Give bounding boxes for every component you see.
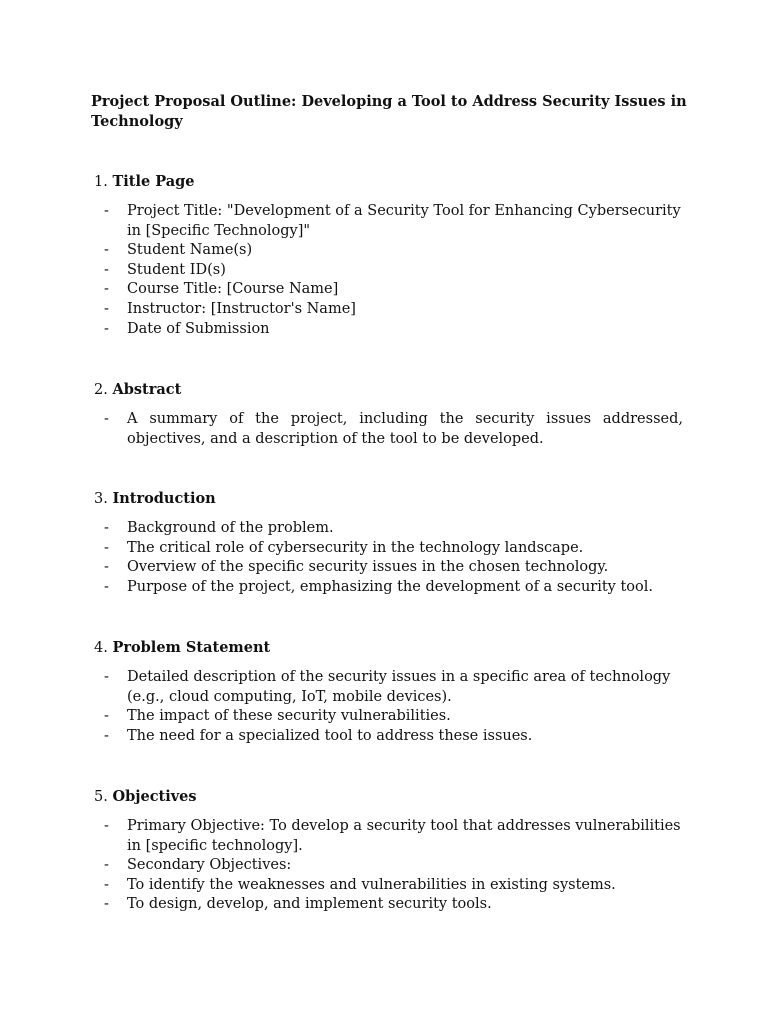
bullet-dash: -: [104, 281, 109, 298]
list-item: - Date of Submission: [91, 320, 683, 340]
section-number: 1.: [94, 174, 108, 190]
section-heading: [91, 638, 683, 658]
bullet-dash: -: [104, 857, 109, 874]
bullet-dash: -: [104, 300, 109, 317]
bullet-list: [91, 668, 683, 746]
list-item: - The critical role of cybersecurity in the technology landscape.: [91, 539, 683, 559]
bullet-dash: -: [104, 320, 109, 337]
bullet-dash: -: [104, 578, 109, 595]
bullet-dash: -: [104, 727, 109, 744]
list-item: - Secondary Objectives:: [91, 856, 683, 876]
section-heading: [91, 380, 683, 400]
list-item: - Purpose of the project, emphasizing the development of a security tool.: [91, 578, 683, 598]
section-heading: [91, 489, 683, 509]
bullet-dash: -: [104, 261, 109, 278]
list-item: - The need for a specialized tool to address these issues.: [91, 727, 683, 747]
list-item: - Detailed description of the security issues in a specific area of technology (e.g., cloud computing, IoT, mobile devices).: [104, 669, 671, 705]
list-item: - To identify the weaknesses and vulnerabilities in existing systems.: [91, 876, 683, 896]
list-item: - Overview of the specific security issues in the chosen technology.: [91, 558, 683, 578]
section-label: Problem Statement: [112, 639, 271, 656]
section-label: Title Page: [112, 173, 195, 190]
section-label: Introduction: [112, 490, 216, 507]
bullet-list: [91, 817, 683, 915]
bullet-dash: -: [104, 818, 109, 834]
bullet-dash: -: [104, 539, 109, 556]
section-title-page: [91, 172, 683, 339]
bullet-dash: -: [104, 411, 109, 427]
bullet-dash: -: [104, 876, 109, 893]
bullet-dash: -: [104, 559, 109, 576]
section-heading: [91, 787, 683, 807]
section-label: Objectives: [112, 788, 197, 805]
list-item: - Primary Objective: To develop a security tool that addresses vulnerabilities in [specific technology].: [104, 818, 681, 854]
list-item: - Instructor: [Instructor's Name]: [91, 300, 683, 320]
bullet-dash: -: [104, 896, 109, 913]
document-title: Project Proposal Outline: Developing a Tool to Address Security Issues in Technology: [91, 93, 687, 130]
section-objectives: [91, 787, 683, 915]
list-item: - Student Name(s): [91, 241, 683, 261]
list-item: - Background of the problem.: [91, 519, 683, 539]
list-item: - A summary of the project, including the security issues addressed, objectives, and a description of the tool to be developed.: [104, 411, 683, 447]
section-number: 5.: [94, 789, 108, 805]
list-item: - To design, develop, and implement security tools.: [91, 895, 683, 915]
bullet-dash: -: [104, 242, 109, 259]
bullet-list: [91, 519, 683, 597]
section-heading: [91, 172, 683, 192]
section-label: Abstract: [112, 381, 182, 398]
list-item: - Student ID(s): [91, 261, 683, 281]
section-abstract: [91, 380, 683, 449]
bullet-dash: -: [104, 520, 109, 536]
section-introduction: [91, 489, 683, 597]
bullet-list: [91, 410, 683, 449]
list-item: - The impact of these security vulnerabilities.: [91, 707, 683, 727]
bullet-list: [91, 202, 683, 339]
bullet-dash: -: [104, 203, 109, 219]
list-item: - Project Title: "Development of a Security Tool for Enhancing Cybersecurity in [Specific Technology]": [104, 203, 681, 239]
section-number: 4.: [94, 640, 108, 656]
section-problem-statement: [91, 638, 683, 746]
section-number: 3.: [94, 491, 108, 507]
section-number: 2.: [94, 382, 108, 398]
bullet-dash: -: [104, 669, 109, 685]
bullet-dash: -: [104, 708, 109, 725]
list-item: - Course Title: [Course Name]: [91, 280, 683, 300]
